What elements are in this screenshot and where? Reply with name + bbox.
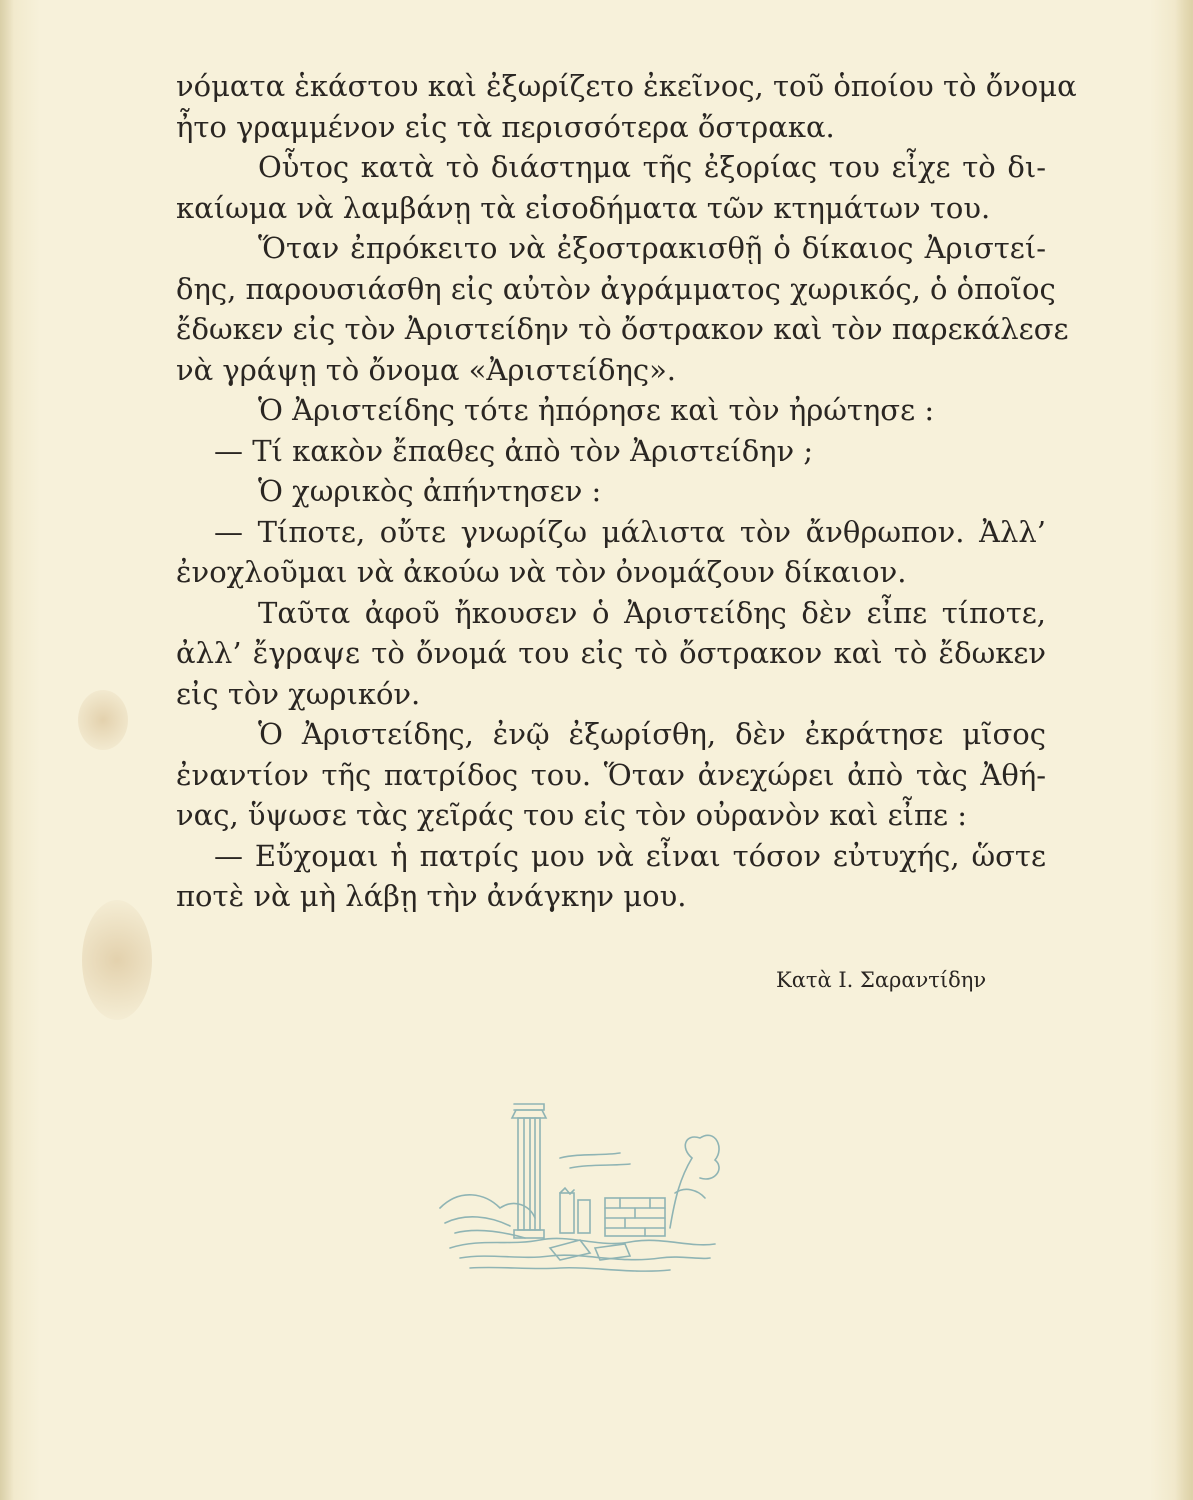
- text-line: νόματα ἑκάστου καὶ ἐξωρίζετο ἐκεῖνος, τοῦ ὁποίου τὸ ὄνομα: [176, 69, 1077, 103]
- text-line: ἐνοχλοῦμαι νὰ ἀκούω νὰ τὸν ὀνομάζουν δίκαιον.: [176, 555, 907, 589]
- text-line: — Τίποτε, οὔτε γνωρίζω μάλιστα τὸν ἄνθρωπον. Ἀλλ’: [214, 514, 1046, 549]
- body-text: [176, 66, 1077, 917]
- text-line: — Τί κακὸν ἔπαθες ἀπὸ τὸν Ἀριστείδην ;: [214, 433, 814, 468]
- text-line: εἰς τὸν χωρικόν.: [176, 676, 421, 711]
- paper-stain: [82, 900, 152, 1020]
- text-line: ἦτο γραμμένον εἰς τὰ περισσότερα ὄστρακα.: [176, 109, 835, 144]
- ruins-illustration-icon: [430, 1098, 730, 1288]
- text-line: καίωμα νὰ λαμβάνῃ τὰ εἰσοδήματα τῶν κτημάτων του.: [176, 190, 991, 225]
- text-line: Ὁ Ἀριστείδης τότε ἠπόρησε καὶ τὸν ἠρώτησε :: [258, 393, 935, 427]
- text-line: ἀλλ’ ἔγραψε τὸ ὄνομά του εἰς τὸ ὄστρακον καὶ τὸ ἔδωκεν: [176, 636, 1046, 670]
- text-line: ἔδωκεν εἰς τὸν Ἀριστείδην τὸ ὄστρακον καὶ τὸν παρεκάλεσε: [176, 312, 1069, 346]
- text-line: Ὅταν ἐπρόκειτο νὰ ἐξοστρακισθῇ ὁ δίκαιος Ἀριστεί-: [258, 231, 1046, 265]
- text-line: Ὁ Ἀριστείδης, ἐνῷ ἐξωρίσθη, δὲν ἐκράτησε μῖσος: [258, 717, 1046, 751]
- text-line: Ὁ χωρικὸς ἀπήντησεν :: [258, 474, 602, 508]
- text-line: δης, παρουσιάσθη εἰς αὐτὸν ἀγράμματος χωρικός, ὁ ὁποῖος: [176, 271, 1056, 306]
- page-edge-right: [1175, 0, 1193, 1500]
- signature: Κατὰ Ι. Σαραντίδην: [776, 968, 987, 992]
- text-line: νὰ γράψῃ τὸ ὄνομα «Ἀριστείδης».: [176, 352, 677, 387]
- text-line: ποτὲ νὰ μὴ λάβῃ τὴν ἀνάγκην μου.: [176, 879, 687, 913]
- text-line: Ταῦτα ἀφοῦ ἤκουσεν ὁ Ἀριστείδης δὲν εἶπε τίποτε,: [258, 595, 1046, 630]
- text-line: — Εὔχομαι ἡ πατρίς μου νὰ εἶναι τόσον εὐτυχής, ὥστε: [214, 838, 1046, 873]
- text-line: Οὗτος κατὰ τὸ διάστημα τῆς ἐξορίας του εἶχε τὸ δι-: [258, 150, 1046, 184]
- page-edge-left: [0, 0, 14, 1500]
- text-line: νας, ὕψωσε τὰς χεῖράς του εἰς τὸν οὐρανὸν καὶ εἶπε :: [176, 798, 968, 832]
- paper-stain: [78, 690, 128, 750]
- text-line: ἐναντίον τῆς πατρίδος του. Ὅταν ἀνεχώρει ἀπὸ τὰς Ἀθή-: [176, 757, 1046, 792]
